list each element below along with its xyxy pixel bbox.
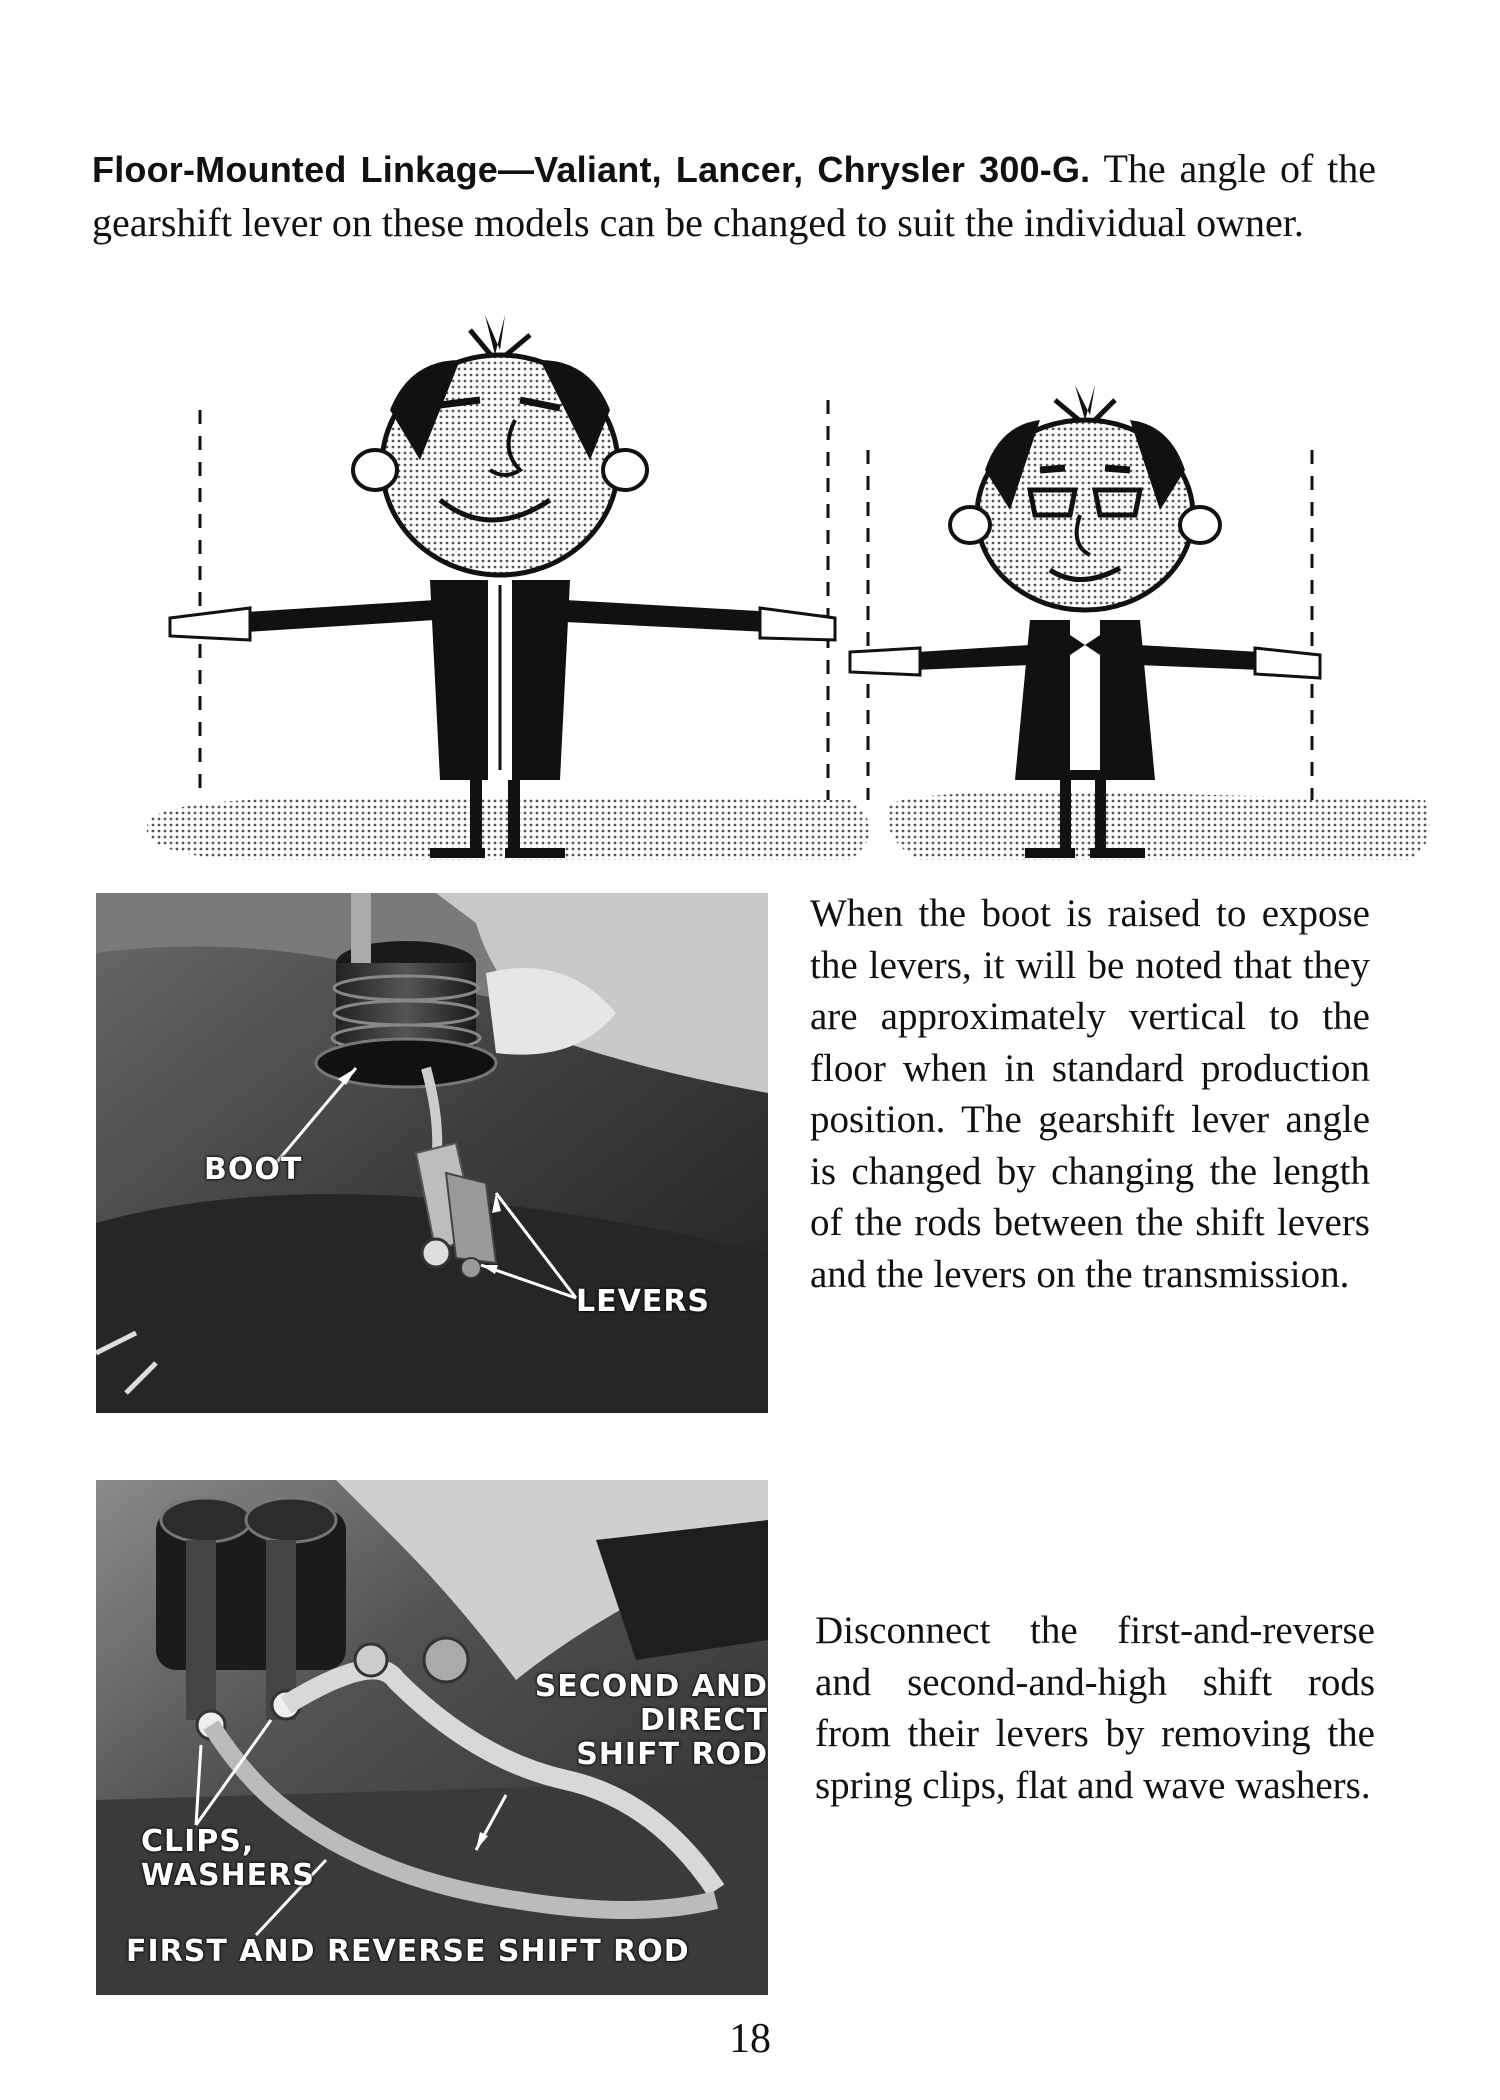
photo-shift-boot [96,893,768,1413]
intro-text: The angle of the gearshift lever on these models can be changed to suit the individual owner. [92,146,1377,245]
label-first-reverse-rod: FIRST AND REVERSE SHIFT ROD [126,1934,690,1969]
paragraph-disconnect-rods: Disconnect the first-and-reverse and second-and-high shift rods from their levers by removing the spring clips, flat and wave washers. [815,1609,1375,1807]
label-clips-line2: WASHERS [141,1858,315,1893]
cartoon-illustration [90,300,1430,880]
cartoon-figure-right [850,385,1320,858]
label-boot: BOOT [204,1152,303,1187]
label-clips-line1: CLIPS, [141,1824,255,1859]
page-number: 18 [729,2016,771,2062]
shift-boot-shape [316,941,496,1087]
section-heading: Floor-Mounted Linkage—Valiant, Lancer, Chrysler 300-G. [92,149,1091,190]
label-second-direct-rod [443,1670,768,1772]
label-second-line2: SHIFT ROD [576,1737,768,1772]
label-levers: LEVERS [576,1284,711,1319]
photo-shift-rods [96,1480,768,1995]
intro-paragraph [92,142,1376,249]
paragraph-boot-levers: When the boot is raised to expose the levers, it will be noted that they are approximately vertical to the floor when in standard production position. The gearshift lever angle is changed by changing the length of the rods between the shift levers and the levers on the transmission. [810,892,1370,1296]
label-second-line1: SECOND AND DIRECT [534,1669,768,1738]
label-clips-washers [141,1825,315,1893]
cartoon-figure-left [170,315,835,858]
